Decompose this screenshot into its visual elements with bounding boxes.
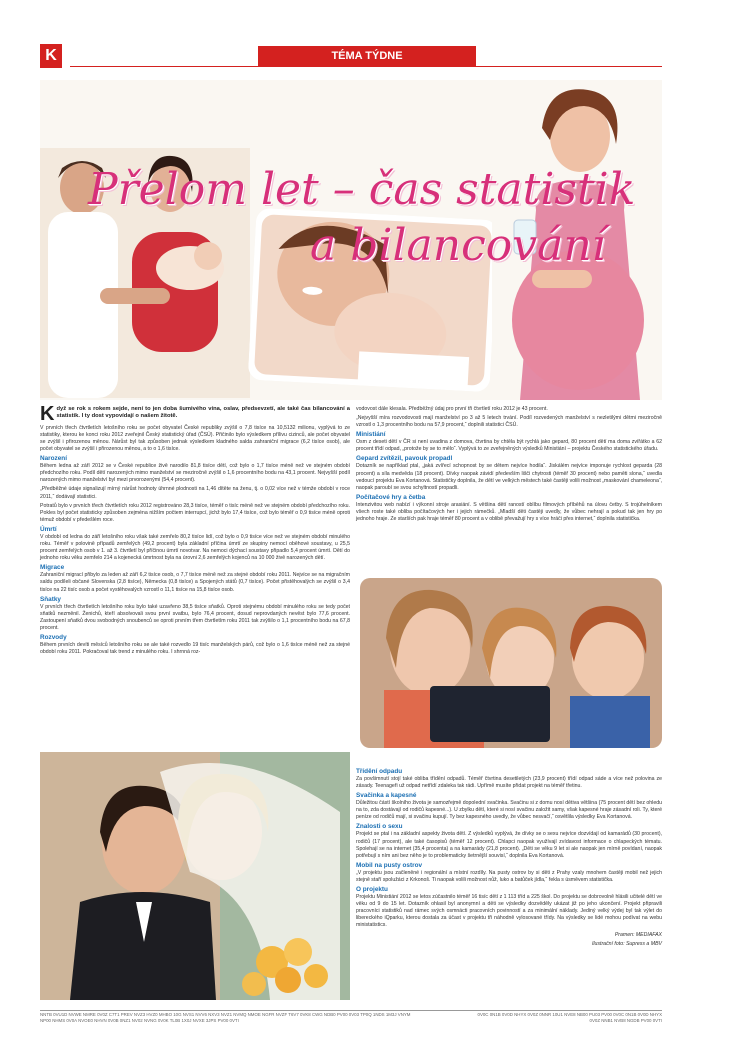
paragraph: „V projektu jsou začleněné i regionální a místní rozdíly. Na pusty ostrov by si děti z Prahy vzaly mnohem častěji mobil než jejich stejně staří spolužáci z Krkonoš. Ti naopak volili možnost nůž, luko a batůček jídla,“ řekla s úsměvem statistička. (356, 869, 662, 883)
section-heading-births: Narození (40, 455, 67, 463)
section-heading-pocket-money: Svačinka a kapesné (356, 792, 417, 800)
section-heading-islands: Mobil na pusty ostrov (356, 861, 423, 869)
source-credit: Pramen: MEDIAFAX (614, 931, 662, 938)
footer-codes-left: NNTB 0VU1D NVWE NMRE 0V0Z C7T1 PREV NVZ3 HVZ0 MHBO 10G NVS1 NVV6 NXV3 NVZ1 NVMQ NMOE NGFR NVZF T6V7 0VK8 CWG NDB0 PV00 0V03 TP0Q 1NDS 1M3J VNYM NP00 NHMS 0V0A NVOE0 NHVN 0V0B 0NZ1 NV02 NVNG 0V0K TL0B 1X0J NVXE 3JPS PV00 0VTI (40, 1012, 411, 1023)
hero-collage (40, 80, 662, 400)
paragraph: V prvních třech čtvrtletích letošního roku se počet obyvatel České republiky zvýšil o 7,8 tisíce na 10,5132 milionu, vyplývá to ze statistiky, kterou ke konci roku 2012 zveřejnil Český statistický úřad (ČSÚ). Přičinilo bylo výsledkem přílivu cizinců, ale počet obyvatel se zvýšil i přirozenou měnou. Nárůst byl tak způsoben jednak výsledkem kladného salda zahraniční migrace (6,2 tisíce osob), ale počet obyvatel se zvýšil i přirozenou měnou, a to o 1,6 tisíce. (40, 424, 350, 453)
article-column-3 (356, 766, 662, 950)
header-rule (70, 66, 662, 67)
paragraph: Dotazník se například ptal, „jaká zvířecí schopnost by se dětem nejvíce hodila“. Jiskálém nejvíce imponuje rychlost geparda (28 procent) a síla medvěda (18 procent). Dívky naopak závidí především lišči chytrosti (téměř 30 procent) nebo paměti slona,“ uvedla vedoucí projektu Eva Kortanová. Statističky doplnila, že dětí ve velkých městech také častěji volili možnost „maskování chameleona“, naopak paroubí se svou schyltností propadli. (356, 463, 662, 491)
paragraph: Zahraniční migrací přibylo za leden až září 6,2 tisíce osob, o 7,7 tisíce méně než za stejné období roku 2011. Nejvíce se na migračním saldu podíleli občané Slovenska (2,8 tisíce), Německa (0,8 tisíce) a Spojených států (0,7 tisíce). Počet přistěhovalých se zvýšil o 3,4 tisíce na 22 tisíc osob a počet vystěhovalých vzrostl o 11,1 tisíce na 15,8 tisíce osob. (40, 572, 350, 593)
wedding-couple-photo (40, 752, 350, 1000)
children-tablet-photo (360, 578, 662, 748)
article-column-2 (356, 406, 662, 525)
paragraph: Během ledna až září 2012 se v České republice živě narodilo 81,8 tisíce dětí, což bylo o 1,7 tisíce méně než ve stejném období předchozího roku. Podíl dětí narozených mimo manželství se meziročně zvýšil o 1,6 procentního bodu na 43,1 procent. Nejvyšší podíl narozených mimo manželství byl mezi prvorozenými (54,4 procent). (40, 463, 350, 484)
paragraph: vodovost dále klesala. Předběžný údaj pro první tři čtvrtletí roku 2012 je 43 procent. (356, 406, 548, 412)
section-heading-cheetah: Gepard zvítězil, pavouk propadl (356, 455, 453, 463)
paragraph: Osm z deseti dětí v ČR si není uvadina z domova, čtvrtina by chtěla být rychlá jako gepard, 80 procent dětí ma doma zvířátko a 62 procent třídí odpad, „protože by se to mělo“. Vyplývá to ze zveřejněných výsledků Ministiání – projektu Českého statistického úřadu. (356, 439, 662, 453)
section-heading-waste: Třídění odpadu (356, 768, 403, 775)
footer-rule (40, 1010, 662, 1011)
section-heading-divorce: Rozvody (40, 633, 67, 641)
paragraph: V období od ledna do září letošního roku však také zemřelo 80,2 tisíce lidí, což bylo o 0,9 tisíce více než ve stejném období minulého roku. Téměř v polovině případů zemřelých (49,2 procent) byla základní příčina úmrtí ze skupiny nemocí oběhové soustavy, u 25,5 procent zemřelých osob v 1. až 3. čtvrtletí byl příčinou úmrtí novotvar. Na nemoci dýchací soustavy připadlo 5,4 procent úmrtí. Dětí do jednoho roku věku zemřelo 214 a kojenecká úmrtnost byla na úrovni 2,6 zemřelých kojenců na 10 000 živě narozených dětí. (40, 533, 350, 562)
section-heading-migration: Migrace (40, 564, 65, 572)
paragraph: Důležitou částí školního života je samozřejmě dopolední svačinka. Svačinu si z domu nosí dětiva většina (75 procent dětí bez ohledu na to, zda dostávají od rodičů kapesné...). U zbylku dětí, které si nosí svačinu založit samy, však kapesné hraje zásadní roli. Ty, které peníze od rodičů mají, si svačinu kupují. Ty bez kapesného uvedly, že vůbec nesvačí,“ osvětlila výsledky Eva Kortanová. (356, 800, 662, 821)
section-heading-ministats: Ministiání (356, 431, 386, 439)
article-column-1 (40, 403, 350, 658)
paragraph: V prvních třech čtvrtletích letošního roku bylo také uzavřeno 38,5 tisíce sňatků. Oproti stejnému období minulého roku se tedy počet sňatků nezměnil. Ženichů, kteří absolvovali svou první svatbu, bylo 76,4 procent, dosud neprovdaných nevěst bylo 77,6 procent. Zastoupení sňatků dvou svobodných snoubenců se oproti prvním třem čtvrtletím roku 2011 tak zvýšilo o 1,1 procentního bodu na 67,8 procent. (40, 603, 350, 631)
section-heading-weddings: Sňatky (40, 595, 61, 603)
paragraph: „Předběžné údaje signalizují mírný nárůst hodnoty úhrnné plodnosti na 1,46 dítěte na ženu, tj. o 0,02 více než v témže období v roce 2011,“ dodávají statistici. (40, 486, 350, 500)
section-heading-deaths: Úmrtí (40, 525, 57, 533)
lead-paragraph: Když se rok s rokem sejde, není to jen doba šumivého vína, oslav, předsevzetí, ale také čas bilancování a statistik. I ty dost vypovídají o našem žitotě. (40, 403, 350, 425)
section-heading-sex: Znalosti o sexu (356, 823, 403, 831)
dropcap: K (40, 403, 55, 425)
topic-banner: TÉMA TÝDNE (258, 46, 476, 66)
headline-line-1: Přelom let – čas statistik (88, 164, 636, 215)
paragraph: „Nejvyšší míra rozvodovosti mají manželství po 3 až 5 letech trvání. Podíl rozvedených manželství s nezletilými dětmi meziročně vzrostl o 1,3 procentního bodu na 57,9 procent,“ doplnili statistici ČSÚ. (356, 415, 662, 429)
brand-logo: K (40, 44, 62, 68)
section-heading-computers: Počítačové hry a četba (356, 493, 426, 501)
paragraph: Intenzivitou web nabízí i výkonní stroje arasiání. S většina dětí raností oblíbu filmových příběhů na úlovu četby. S trojúhelníkem všech roste také obliba počítačových her i jejich rámečků. „Mladší děti častěji uvedly, že vůbec nehrají a pokud tak jen hry po jednoho hraje. Ze starších pak hraje téměř 80 procent a v oblibě převažují hry s více hráči přes internet,“ doplnila statistička. (356, 501, 662, 523)
headline-line-2: a bilancování (310, 220, 606, 271)
paragraph: Projektu Ministiání 2012 se letos zúčastnilo téměř 16 tisíc dětí z 1 113 tříd a 225 škol. Do projektu se dobrovolně hlásili učitelé dětí ve věku od 9 do 15 let. Dotazník ohlasil byl anonymní a děti se výsledky dozvěděly ukázat již po jeho ukončení. Projekt připravili pracovníci statistiků nad rámec svých osmnácti pracovních povinností a za minimální náklady. Jediný velký výdej byl tak výlet do libereckého iQparku, kterou dostala za účast v projektu tři náhodně vylosované třídy. Na výsledky se lidé mohou podívat na webu ministatistics. (356, 894, 662, 929)
section-heading-project: O projektu (356, 886, 388, 894)
paragraph: Za povšimnutí stojí také obliba třídění odpadů. Téměř čtvrtina desetiletých (23,9 procent) třídí odpad sáde a více než polovina ze zásady. Teenageři už odpad netřídí zdaleka tak rádi. Upřímě musíte přidat projekt na téměř třetinu. (356, 776, 662, 790)
paragraph: Projekt se ptal i na základní aspekty života dětí. Z výsledků vyplývá, že dívky se o sexu nejvíce dozvídají od kamarádů (30 procent), rodičů (17 procent), ale také časopisů (téměř 12 procent). Chlapci naopak využívají zvídavost informace o chlapeckých tématu. Spolehají se na internet (35,4 procenta) a na kamarády (21,8 procent). „Děti se věku 9 let si ale naopak jen mírně povídaní, naopak potřebují s ním ani bez něho je to problematicky šetrnější souvisí,“ doplnila Eva Kortanová. (356, 831, 662, 859)
paragraph: Během prvních devíti měsíců letošního roku se ale také rozvedlo 19 tisíc manželských párů, což bylo o 1,6 tisíce méně než za stejné období roku 2011. Pokračoval tak trend z minulého roku. I shrnná roz- (40, 641, 350, 656)
paragraph: Potratů bylo v prvních třech čtvrtletích roku 2012 registrováno 28,3 tisíce, téměř o tisíc méně než ve stejném období předchozího roku. Pokles byl počet statisticky způsoben zejména nižším počtem interrupcí, jichž bylo 17,4 tisíce, což bylo téměř o 0,9 tisíce méně oproti témuž období v předešlém roce. (40, 502, 350, 523)
footer-codes-right: 0V0C 0N1B 0V0D NHYX 0V0Z 0NNR 10U1 NVE8 NB00 PU03 PV00 0V0C 0N1B 0V0D NHYX 0V0Z NNB1 NVB8 NGDB PV00 0VTI (477, 1012, 662, 1023)
photo-credit: Ilustrační foto: Supress a MBV (591, 940, 662, 947)
